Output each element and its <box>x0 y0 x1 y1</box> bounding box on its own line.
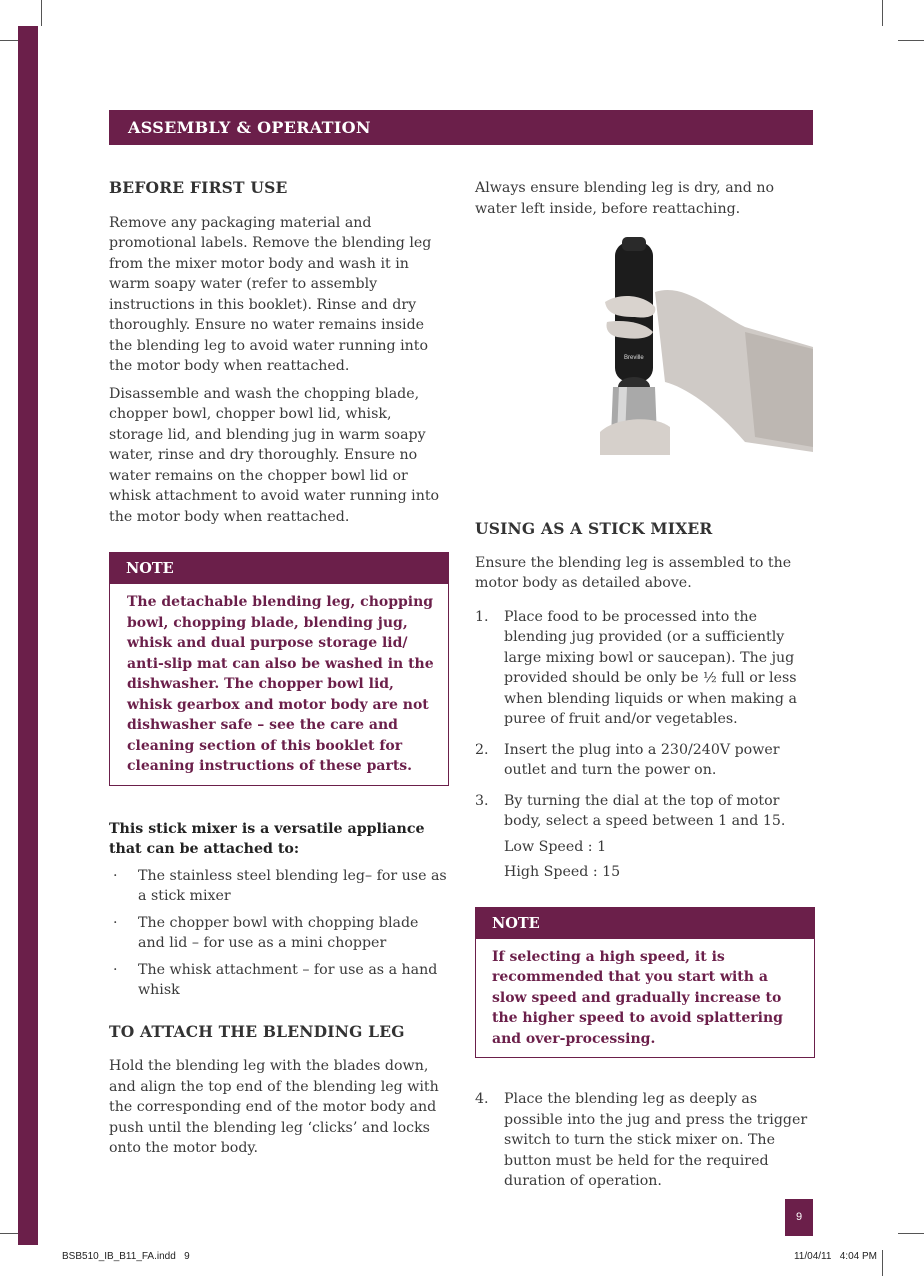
step-text: Insert the plug into a 230/240V power outlet and turn the power on. <box>504 741 780 778</box>
left-column <box>109 178 449 1159</box>
footer-file-name: BSB510_IB_B11_FA.indd 9 <box>62 1251 190 1262</box>
high-speed: High Speed : 15 <box>504 864 621 880</box>
right-column-top <box>475 178 815 219</box>
crop-mark <box>882 0 883 26</box>
step-number: 1. <box>475 608 489 625</box>
before-first-use-heading: BEFORE FIRST USE <box>109 178 288 197</box>
step-number: 4. <box>475 1091 489 1107</box>
step-text: Place the blending leg as deeply as possible into the jug and press the trigger switch to turn the stick mixer on. The button must be held for the required duration of operation. <box>504 1091 808 1189</box>
bullet-icon: · <box>113 914 118 931</box>
stick-mixer-illustration <box>595 237 813 455</box>
note-box-dishwasher <box>109 552 449 786</box>
list-item-text: The whisk attachment – for use as a hand whisk <box>138 961 438 998</box>
list-item <box>109 913 449 954</box>
step-text: Place food to be processed into the blending jug provided (or a sufficiently large mixing bowl or saucepan). The jug provided should be only be ½ full or less when blending liquids or when making a puree of fruit and/or vegetables. <box>504 608 797 727</box>
page-number: 9 <box>785 1199 813 1236</box>
step-item <box>475 1089 815 1192</box>
attach-para: Hold the blending leg with the blades down, and align the top end of the blending leg with the corresponding end of the motor body and push until the blending leg ‘clicks’ and locks onto the motor body. <box>109 1058 439 1156</box>
note-title: NOTE <box>110 553 448 584</box>
stick-mixer-section <box>475 519 815 1192</box>
note-text: If selecting a high speed, it is recommended that you start with a slow speed and gradually increase to the higher speed to avoid splattering and over-processing. <box>492 948 783 1047</box>
stick-mixer-photo <box>595 237 813 455</box>
step-item <box>475 740 815 781</box>
crop-mark <box>882 1250 883 1276</box>
step-number: 3. <box>475 792 489 809</box>
list-item <box>109 866 449 907</box>
attach-heading: TO ATTACH THE BLENDING LEG <box>109 1021 405 1041</box>
versatile-lead: This stick mixer is a versatile appliance that can be attached to: <box>109 820 425 857</box>
attachment-list <box>109 866 449 1001</box>
stick-mixer-heading: USING AS A STICK MIXER <box>475 519 713 538</box>
before-first-use-para-1: Remove any packaging material and promotional labels. Remove the blending leg from the mixer motor body and wash it in warm soapy water (refer to assembly instructions in this booklet). Rinse and dry thoroughly. Ensure no water remains inside the blending leg to avoid water running into the motor body when reattached. <box>109 214 432 374</box>
note-text: The detachable blending leg, chopping bowl, chopping blade, blending jug, whisk and dual purpose storage lid/ anti-slip mat can also be washed in the dishwasher. The chopper bowl lid, whisk gearbox and motor body are not dishwasher safe – see the care and cleaning section of this booklet for cleaning instructions of these parts. <box>127 594 434 774</box>
dry-reminder: Always ensure blending leg is dry, and no water left inside, before reattaching. <box>475 180 775 217</box>
side-accent-bar <box>18 26 38 1245</box>
list-item <box>109 960 449 1001</box>
stick-mixer-intro: Ensure the blending leg is assembled to the motor body as detailed above. <box>475 554 792 591</box>
footer-date: 11/04/11 4:04 PM <box>793 1251 877 1262</box>
step-item <box>475 791 815 832</box>
crop-mark <box>41 0 42 26</box>
list-item-text: The chopper bowl with chopping blade and lid – for use as a mini chopper <box>138 914 419 951</box>
step-item <box>475 607 815 730</box>
crop-mark <box>898 40 924 41</box>
before-first-use-para-2: Disassemble and wash the chopping blade, chopper bowl, chopper bowl lid, whisk, storage lid, and blending jug in warm soapy water, rinse and dry thoroughly. Ensure no water remains on the chopper bowl lid or whisk attachment to avoid water running into the motor body when reattached. <box>109 385 440 525</box>
bullet-icon: · <box>113 961 118 978</box>
note-box-speed <box>475 907 815 1059</box>
bullet-icon: · <box>113 867 118 884</box>
list-item-text: The stainless steel blending leg– for use as a stick mixer <box>138 867 447 904</box>
step-text: By turning the dial at the top of motor body, select a speed between 1 and 15. <box>504 792 786 829</box>
low-speed: Low Speed : 1 <box>504 838 607 855</box>
step-number: 2. <box>475 741 489 758</box>
section-header: ASSEMBLY & OPERATION <box>109 110 813 145</box>
crop-mark <box>898 1233 924 1234</box>
brand-label: Breville <box>624 355 644 361</box>
note-title: NOTE <box>476 908 814 939</box>
